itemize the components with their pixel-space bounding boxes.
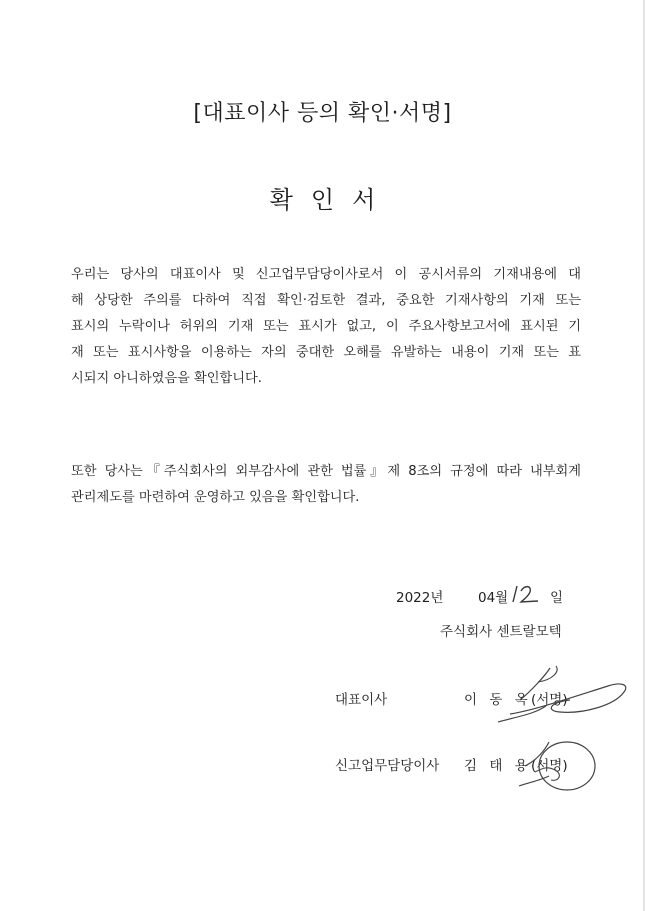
paragraph-line: 또한 당사는『주식회사의 외부감사에 관한 법률』제 8조의 규정에 따라 내부회계 <box>71 464 581 479</box>
signatory-name-disclosure-officer: 김 태 용 <box>464 758 532 774</box>
paragraph-line: 해 상당한 주의를 다하여 직접 확인·검토한 결과, 중요한 기재사항의 기재 또는 <box>71 293 581 308</box>
paragraph-line: 시되지 아니하였음을 확인합니다. <box>71 371 262 386</box>
ceo-signature-icon <box>490 662 640 724</box>
document-heading: [대표이사 등의 확인·서명] <box>193 101 452 126</box>
paragraph-confirmation <box>71 262 581 392</box>
date-year: 2022년 <box>396 590 444 606</box>
company-name: 주식회사 센트랄모텍 <box>440 624 562 640</box>
disclosure-officer-signature-icon <box>515 736 605 794</box>
handwritten-day <box>508 582 544 606</box>
paragraph-line: 우리는 당사의 대표이사 및 신고업무담당이사로서 이 공시서류의 기재내용에 대 <box>71 267 581 282</box>
date-day-suffix: 일 <box>550 590 564 606</box>
signatory-role-disclosure-officer: 신고업무담당이사 <box>335 758 440 774</box>
signature-label-ceo: (서명) <box>531 692 568 708</box>
signatory-role-ceo: 대표이사 <box>335 692 388 708</box>
signature-label-disclosure-officer: (서명) <box>531 758 568 774</box>
paragraph-line: 관리제도를 마련하여 운영하고 있음을 확인합니다. <box>71 490 360 505</box>
document-title: 확인서 <box>269 186 394 214</box>
date-month: 04월 <box>478 590 509 606</box>
paragraph-line: 재 또는 표시사항을 이용하는 자의 중대한 오해를 유발하는 내용이 기재 또는 표 <box>71 345 581 360</box>
signatory-name-ceo: 이 동 옥 <box>464 692 532 708</box>
paragraph-internal-control <box>71 459 581 511</box>
paragraph-line: 표시의 누락이나 허위의 기재 또는 표시가 없고, 이 주요사항보고서에 표시된 기 <box>71 319 581 334</box>
